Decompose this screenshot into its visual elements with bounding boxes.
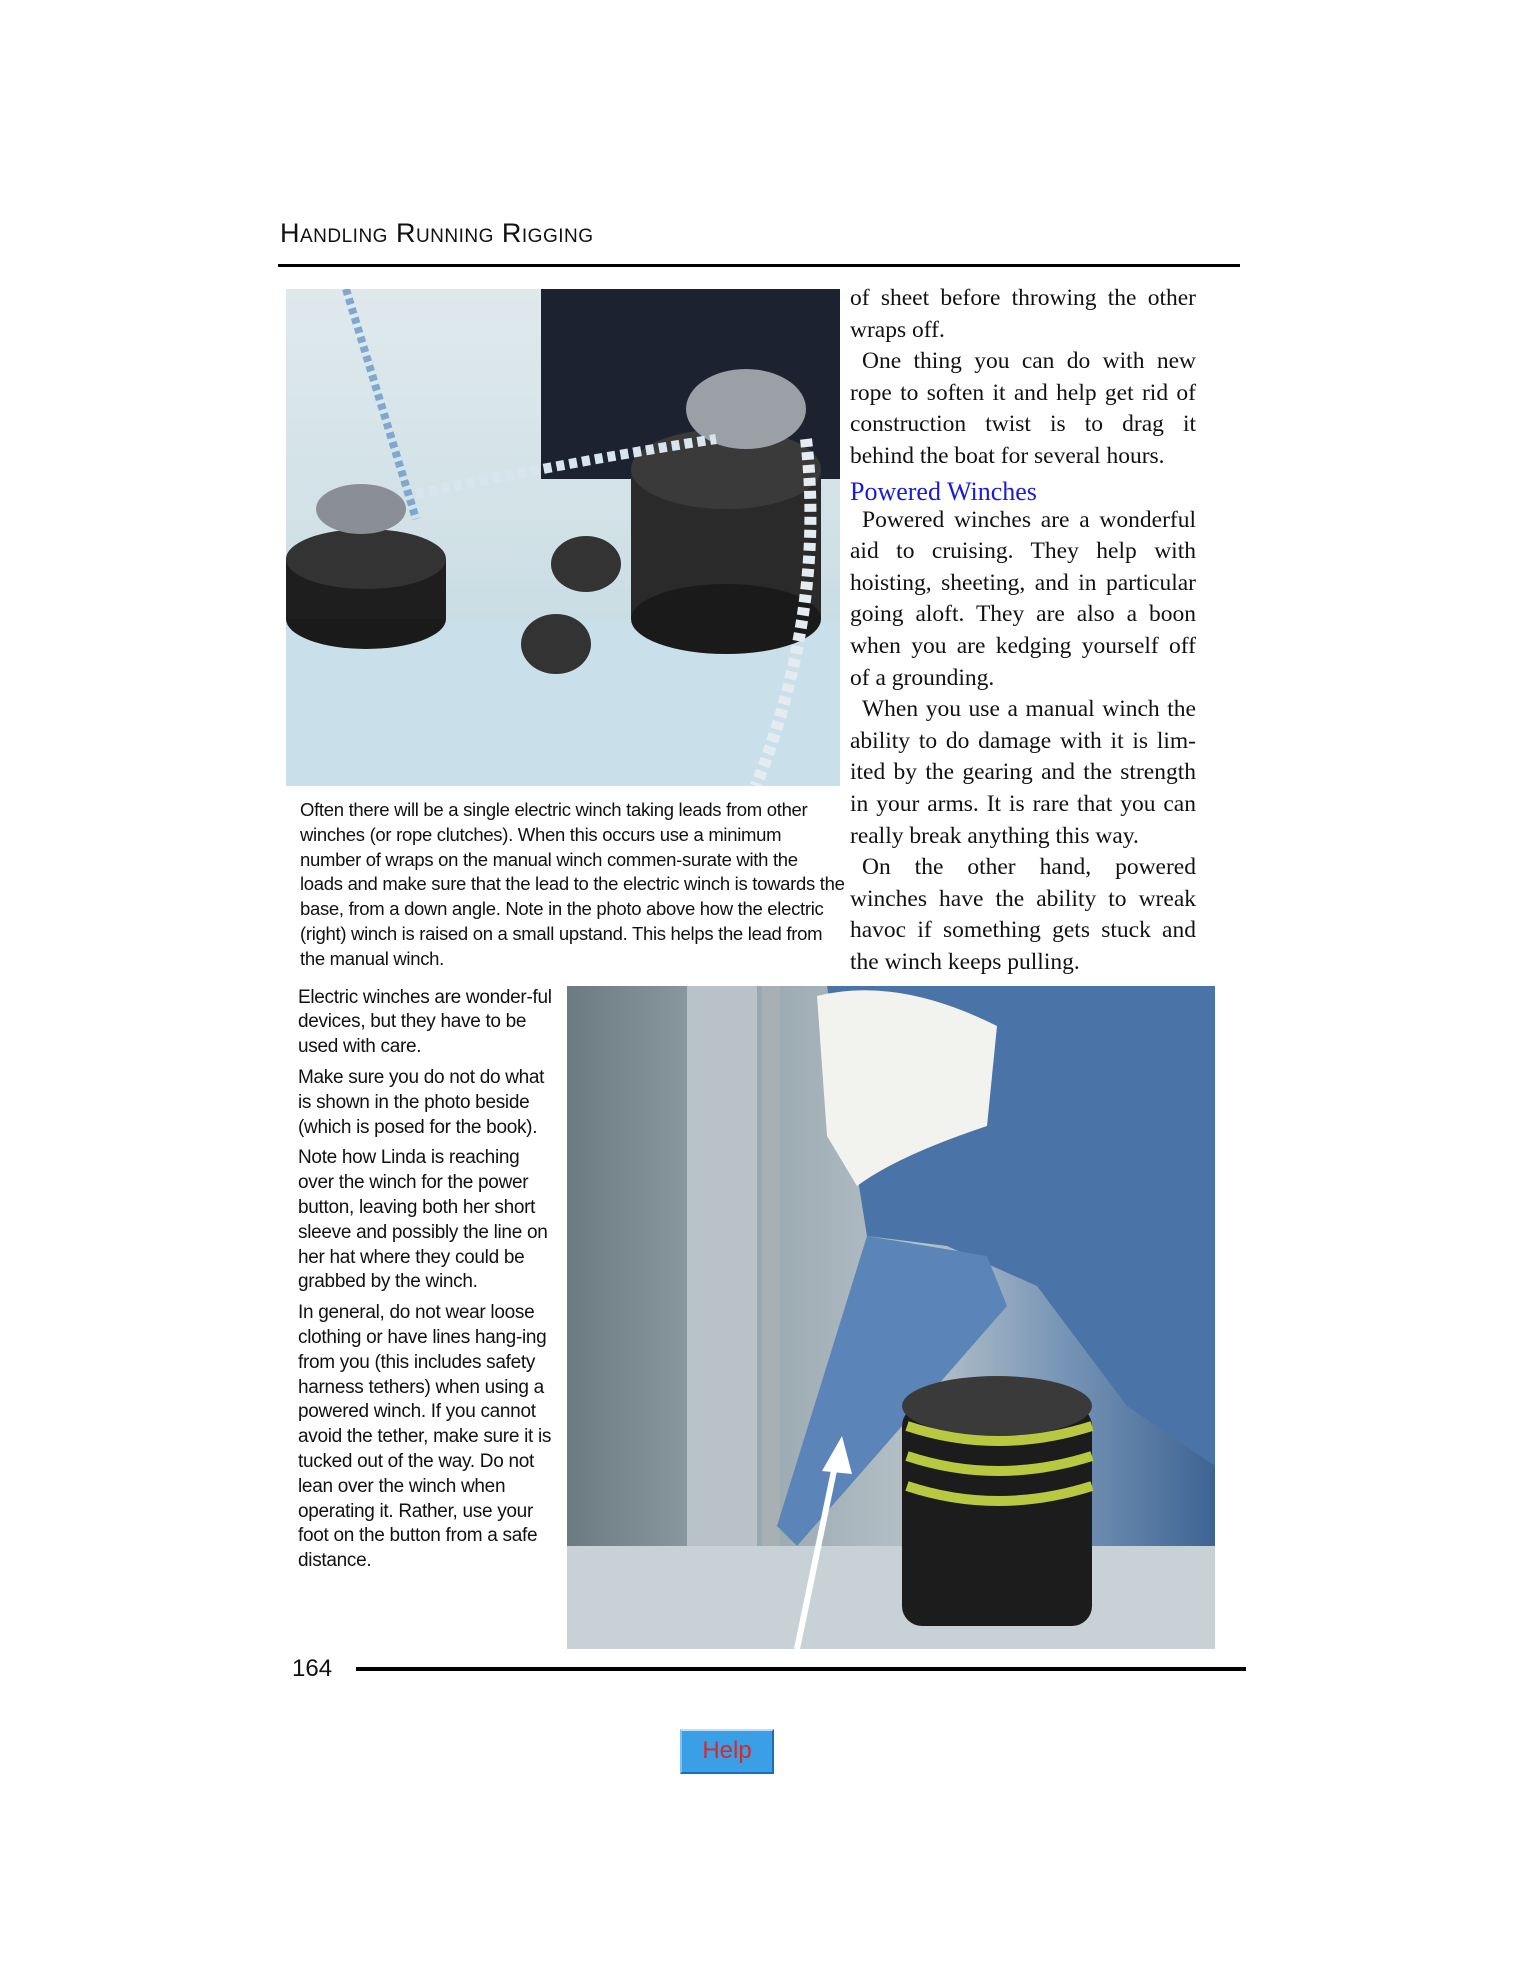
- side-caption-paragraph: In general, do not wear loose clothing or have lines hang-ing from you (this includes safety harness tethers) when using a powered winch. If you cannot avoid the tether, make sure it is tucked out of the way. Do not lean over the winch when operating it. Rather, use your foot on the button from a safe distance.: [298, 1302, 552, 1572]
- header-rule: [278, 264, 1240, 267]
- lower-section: [286, 798, 1246, 1774]
- winches-photo: [286, 289, 840, 786]
- page-footer: [286, 1655, 1246, 1683]
- winch-operator-illustration: [567, 986, 1215, 1649]
- photo-caption: Often there will be a single electric winch taking leads from other winches (or rope clutches). When this occurs use a minimum number of wraps on the manual winch commen-surate with the loads and make sure that the lead to the electric winch is towards the base, from a down angle. Note in the photo above how the electric (right) winch is raised on a small upstand. This helps the lead from the manual winch.: [300, 799, 845, 969]
- side-caption: [298, 986, 560, 1580]
- section-heading: Powered Winches: [850, 476, 1037, 506]
- running-header: Handling Running Rigging: [280, 218, 594, 248]
- side-caption-paragraph: Electric winches are wonder-ful devices, but they have to be used with care.: [298, 986, 552, 1058]
- paragraph: Powered winches are a wonderful aid to cruising. They help with hoisting, sheeting, and in particular going aloft. They are also a boon when you are kedging yourself off of a grounding.: [850, 506, 1196, 691]
- help-button[interactable]: Help: [680, 1729, 774, 1774]
- winches-illustration: [286, 289, 840, 786]
- side-caption-paragraph: Note how Linda is reaching over the winch for the power button, leaving both her short sleeve and possibly the line on her hat where they could be grabbed by the winch.: [298, 1147, 548, 1293]
- powered-winch-photo: [567, 986, 1215, 1649]
- paragraph: On the other hand, powered winches have the ability to wreak havoc if something gets stuck and the winch keeps pulling.: [850, 854, 1196, 975]
- side-caption-and-photo: [286, 986, 1246, 1649]
- footer-rule: [356, 1667, 1246, 1671]
- side-caption-paragraph: Make sure you do not do what is shown in the photo beside (which is posed for the book).: [298, 1066, 545, 1138]
- paragraph: When you use a manual winch the ability to do damage with it is lim-ited by the gearing and the strength in your arms. It is rare that you can really break anything this way.: [850, 696, 1196, 849]
- page-number: 164: [292, 1654, 333, 1682]
- paragraph: One thing you can do with new rope to soften it and help get rid of construction twist is to drag it behind the boat for several hours.: [850, 348, 1196, 469]
- paragraph: of sheet before throwing the other wraps off.: [850, 285, 1196, 343]
